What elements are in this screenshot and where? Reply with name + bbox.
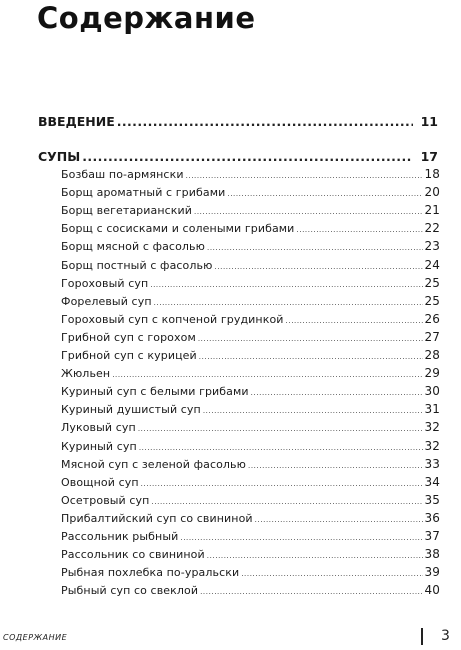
- toc-section-soups[interactable]: [38, 148, 438, 166]
- dot-leader: [82, 148, 412, 166]
- dot-leader: [180, 530, 422, 546]
- toc-entry-page: 24: [424, 257, 440, 272]
- toc-entry-label: Прибалтийский суп со свининой: [61, 511, 253, 525]
- page-number: 3: [441, 628, 450, 644]
- running-footer-label: СОДЕРЖАНИЕ: [3, 633, 68, 642]
- toc-entry-label: Борщ мясной с фасолью: [61, 240, 205, 254]
- footer-divider: [421, 628, 423, 645]
- dot-leader: [150, 277, 422, 293]
- toc-entry-page: 40: [424, 583, 440, 598]
- toc-entry[interactable]: [61, 257, 440, 273]
- dot-leader: [112, 367, 422, 383]
- dot-leader: [117, 113, 413, 131]
- toc-entry[interactable]: [61, 275, 440, 291]
- toc-entry-page: 27: [424, 329, 440, 344]
- dot-leader: [200, 584, 422, 600]
- toc-entry-label: Осетровый суп: [61, 493, 150, 507]
- toc-entry[interactable]: [61, 238, 440, 254]
- toc-entry-label: Куриный суп: [61, 439, 137, 453]
- toc-section-label: СУПЫ: [38, 149, 81, 164]
- toc-entry-label: Рассольник рыбный: [61, 530, 179, 543]
- toc-entry-label: Грибной суп с курицей: [61, 349, 197, 362]
- toc-entry-page: 30: [424, 384, 440, 399]
- dot-leader: [214, 259, 422, 275]
- toc-entry-label: Грибной суп с горохом: [61, 330, 196, 344]
- toc-entry-page: 36: [424, 510, 440, 525]
- toc-entry-label: Куриный душистый суп: [61, 403, 201, 417]
- dot-leader: [207, 548, 423, 564]
- toc-entry[interactable]: [61, 220, 440, 236]
- toc-entry[interactable]: [61, 546, 440, 562]
- toc-entry[interactable]: [61, 293, 440, 309]
- dot-leader: [203, 403, 423, 419]
- toc-entry-label: Борщ ароматный с грибами: [61, 186, 226, 200]
- toc-entry-label: Борщ постный с фасолью: [61, 258, 213, 272]
- toc-entry[interactable]: [61, 456, 440, 472]
- toc-entry[interactable]: [61, 311, 440, 327]
- toc-entry-page: 31: [424, 402, 440, 417]
- toc-entry-page: 18: [424, 167, 440, 181]
- toc-entry-label: Рыбная похлебка по-уральски: [61, 566, 240, 580]
- toc-entry-page: 32: [424, 438, 440, 453]
- dot-leader: [248, 458, 423, 474]
- toc-entry[interactable]: [61, 365, 440, 381]
- toc-entry-page: 25: [424, 293, 440, 308]
- toc-entry[interactable]: [61, 492, 440, 508]
- toc-entry[interactable]: [61, 166, 440, 182]
- dot-leader: [251, 385, 423, 401]
- dot-leader: [241, 566, 422, 582]
- toc-entry[interactable]: [61, 528, 440, 544]
- toc-entry-page: 26: [424, 311, 440, 326]
- toc-entry-page: 28: [424, 348, 440, 362]
- dot-leader: [207, 240, 423, 256]
- dot-leader: [141, 476, 423, 492]
- toc-entry-page: 20: [424, 185, 440, 200]
- toc-entry-page: 29: [424, 366, 440, 381]
- toc-entry-label: Мясной суп с зеленой фасолью: [61, 457, 246, 471]
- toc-entry-page: 33: [424, 456, 440, 471]
- toc-section-page: 11: [420, 114, 438, 129]
- toc-entry-label: Форелевый суп: [61, 294, 152, 308]
- dot-leader: [199, 349, 423, 365]
- toc-entry[interactable]: [61, 438, 440, 454]
- toc-entry-page: 22: [424, 221, 440, 236]
- toc-section-introduction[interactable]: [38, 113, 438, 131]
- toc-entry[interactable]: [61, 419, 440, 435]
- toc-entry-label: Гороховый суп с копченой грудинкой: [61, 312, 284, 326]
- toc-entry-label: Борщ с сосисками и солеными грибами: [61, 222, 295, 236]
- toc-section-label: ВВЕДЕНИЕ: [38, 114, 115, 129]
- toc-entry-label: Борщ вегетарианский: [61, 204, 193, 218]
- dot-leader: [296, 222, 422, 238]
- dot-leader: [198, 331, 423, 347]
- dot-leader: [194, 204, 423, 220]
- toc-entry[interactable]: [61, 202, 440, 218]
- toc-entry-label: Куриный суп с белыми грибами: [61, 385, 249, 399]
- toc-entry-label: Овощной суп: [61, 475, 139, 489]
- dot-leader: [186, 168, 423, 184]
- dot-leader: [227, 186, 422, 202]
- dot-leader: [255, 512, 423, 528]
- toc-entry-label: Луковый суп: [61, 421, 136, 435]
- toc-entry-label: Бозбаш по-армянски: [61, 168, 184, 181]
- toc-entry[interactable]: [61, 184, 440, 200]
- dot-leader: [286, 313, 423, 329]
- toc-entry[interactable]: [61, 383, 440, 399]
- dot-leader: [139, 440, 423, 456]
- toc-entry-label: Гороховый суп: [61, 276, 149, 290]
- toc-entry[interactable]: [61, 510, 440, 526]
- toc-entry-page: 38: [424, 547, 440, 562]
- dot-leader: [138, 421, 423, 437]
- toc-entry-label: Рыбный суп со свеклой: [61, 584, 199, 598]
- toc-entry-page: 23: [424, 239, 440, 254]
- toc-entry[interactable]: [61, 564, 440, 580]
- toc-entry-page: 32: [424, 420, 440, 435]
- toc-entry-label: Жюльен: [61, 367, 111, 381]
- toc-entry[interactable]: [61, 582, 440, 598]
- toc-entry-page: 21: [424, 203, 440, 218]
- toc-entry-label: Рассольник со свининой: [61, 548, 205, 562]
- toc-entry-page: 37: [424, 529, 440, 543]
- page-title: Содержание: [37, 1, 256, 35]
- toc-entry[interactable]: [61, 329, 440, 345]
- toc-section-page: 17: [420, 149, 438, 164]
- toc-entry-page: 25: [424, 275, 440, 290]
- toc-entry-page: 39: [424, 565, 440, 580]
- dot-leader: [151, 494, 422, 510]
- toc-entry-page: 34: [424, 474, 440, 489]
- toc-entry[interactable]: [61, 401, 440, 417]
- dot-leader: [154, 295, 423, 311]
- toc-entry[interactable]: [61, 347, 440, 363]
- toc-entry[interactable]: [61, 474, 440, 490]
- toc-entry-page: 35: [424, 492, 440, 507]
